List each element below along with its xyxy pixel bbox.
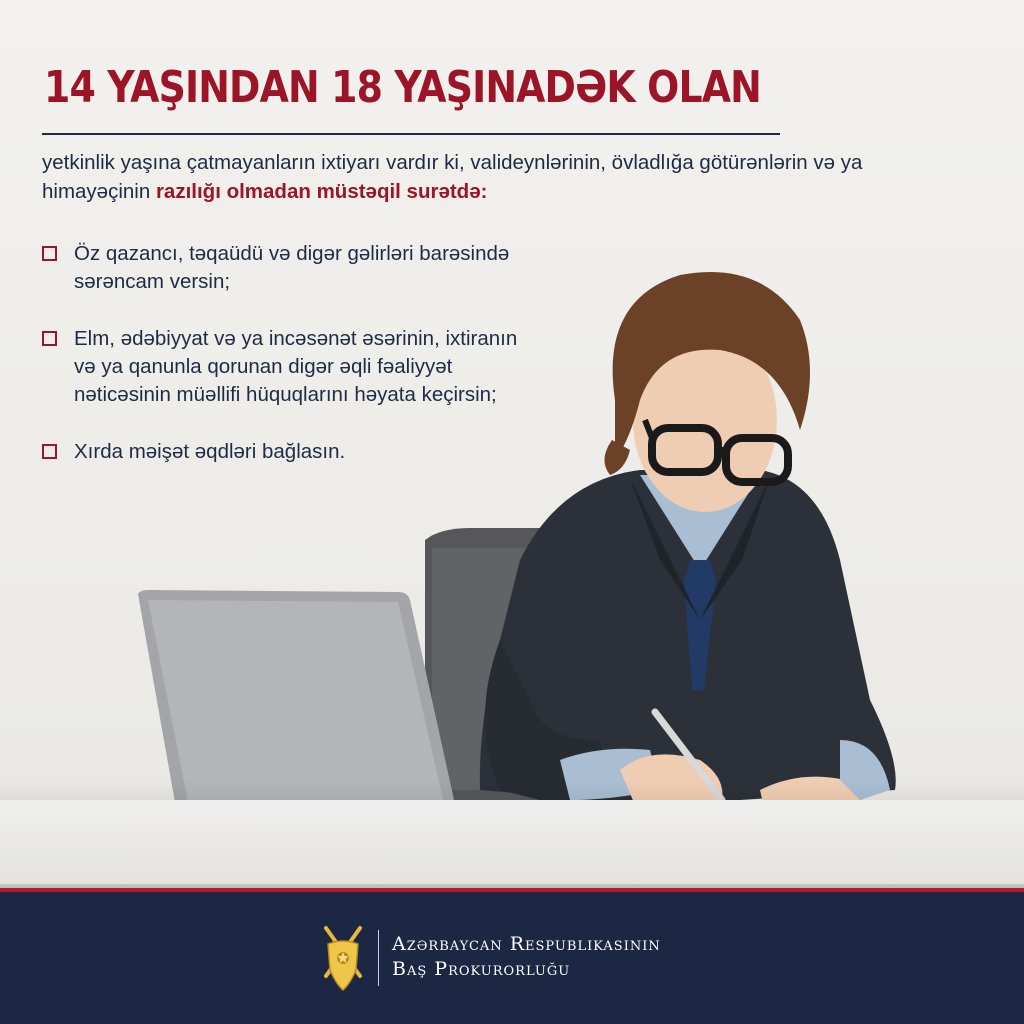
intro-bold-text: razılığı olmadan müstəqil surətdə: <box>155 180 488 203</box>
rights-list <box>42 240 542 495</box>
headline: 14 YAŞINDAN 18 YAŞINADƏK OLAN <box>44 62 761 113</box>
footer-divider <box>378 930 379 986</box>
intro-text: yetkinlik yaşına çatmayanların ixtiyarı vardır ki, valideynlərinin, övladlığa götürənlərin və ya himayəçinin <box>42 151 863 203</box>
list-item-text: Öz qazancı, təqaüdü və digər gəlirləri barəsində sərəncam versin; <box>74 242 510 293</box>
prosecutor-emblem-icon <box>320 924 366 994</box>
list-item <box>42 438 542 466</box>
list-item <box>42 325 542 409</box>
list-item-text: Elm, ədəbiyyat və ya incəsənət əsərinin, ixtiranın və ya qanunla qorunan digər əqli fəaliyyət nəticəsinin müəllifi hüquqlarını həyata keçirsin; <box>74 327 518 406</box>
checkbox-icon <box>42 444 57 459</box>
checkbox-icon <box>42 246 57 261</box>
org-name-line1: Azərbaycan Respublikasının <box>392 933 661 955</box>
list-item-text: Xırda məişət əqdləri bağlasın. <box>74 440 346 463</box>
org-name-line2: Baş Prokurorluğu <box>392 958 571 980</box>
checkbox-icon <box>42 331 57 346</box>
list-item <box>42 240 542 296</box>
desk <box>0 800 1024 888</box>
